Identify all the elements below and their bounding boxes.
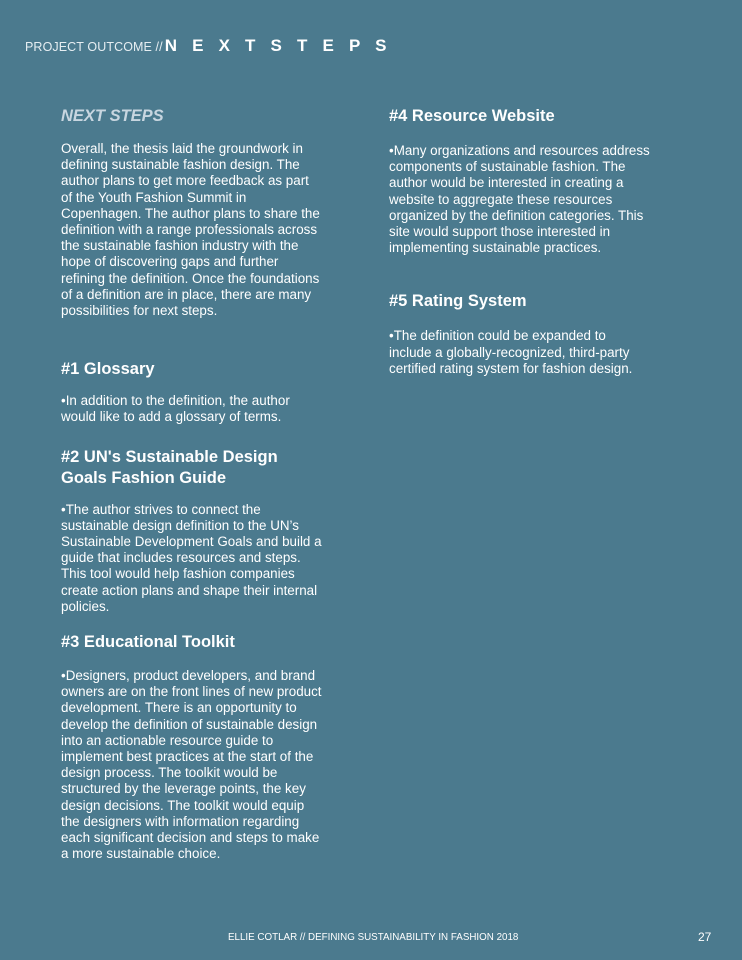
section-resource-website [389,106,651,256]
section-body: •Designers, product developers, and brand owners are on the front lines of new product development. There is an opportunity to develop the definition of sustainable design into an actionable resource guide to implement best practices at the start of the design process. The toolkit would be structured by the leverage points, the key design decisions. The toolkit would equip the designers with information regarding each significant decision and steps to make a more sustainable choice. [61,668,322,862]
section-title: #2 UN's Sustainable Design Goals Fashion Guide [61,447,278,487]
right-column [389,104,651,377]
section-rating-system [389,291,651,377]
section-title: #1 Glossary [61,360,155,379]
section-label: PROJECT OUTCOME // [25,40,163,54]
section-educational-toolkit [61,632,323,862]
section-title: #3 Educational Toolkit [61,633,235,652]
section-body: •The definition could be expanded to include a globally-recognized, third-party certified rating system for fashion design. [389,328,633,376]
left-column [61,104,323,863]
intro-body: Overall, the thesis laid the groundwork in defining sustainable fashion design. The author plans to get more feedback as part of the Youth Fashion Summit in Copenhagen. The author plans to share the definition with a range professionals across the sustainable fashion industry with the hope of discovering gaps and further refining the definition. Once the foundations of a definition are in place, there are many possibilities for next steps. [61,141,320,319]
intro-title: NEXT STEPS [61,107,164,125]
footer-text: ELLIE COTLAR // DEFINING SUSTAINABILITY IN FASHION 2018 [228,932,519,943]
page-title: N E X T S T E P S [164,36,392,55]
page-number: 27 [698,930,712,944]
section-title: #5 Rating System [389,292,527,311]
intro-section [61,104,323,319]
section-body: •The author strives to connect the sustainable design definition to the UN’s Sustainable Development Goals and build a guide that includes resources and steps. This tool would help fashion companies create action plans and shape their internal policies. [61,501,322,614]
section-glossary [61,359,323,425]
section-body: •Many organizations and resources address components of sustainable fashion. The author would be interested in creating a website to aggregate these resources organized by the definition categories. This site would support those interested in implementing sustainable practices. [389,143,650,256]
section-title: #4 Resource Website [389,107,555,125]
page-header [25,36,392,56]
section-un-guide [61,447,323,615]
section-body: •In addition to the definition, the author would like to add a glossary of terms. [61,393,290,425]
